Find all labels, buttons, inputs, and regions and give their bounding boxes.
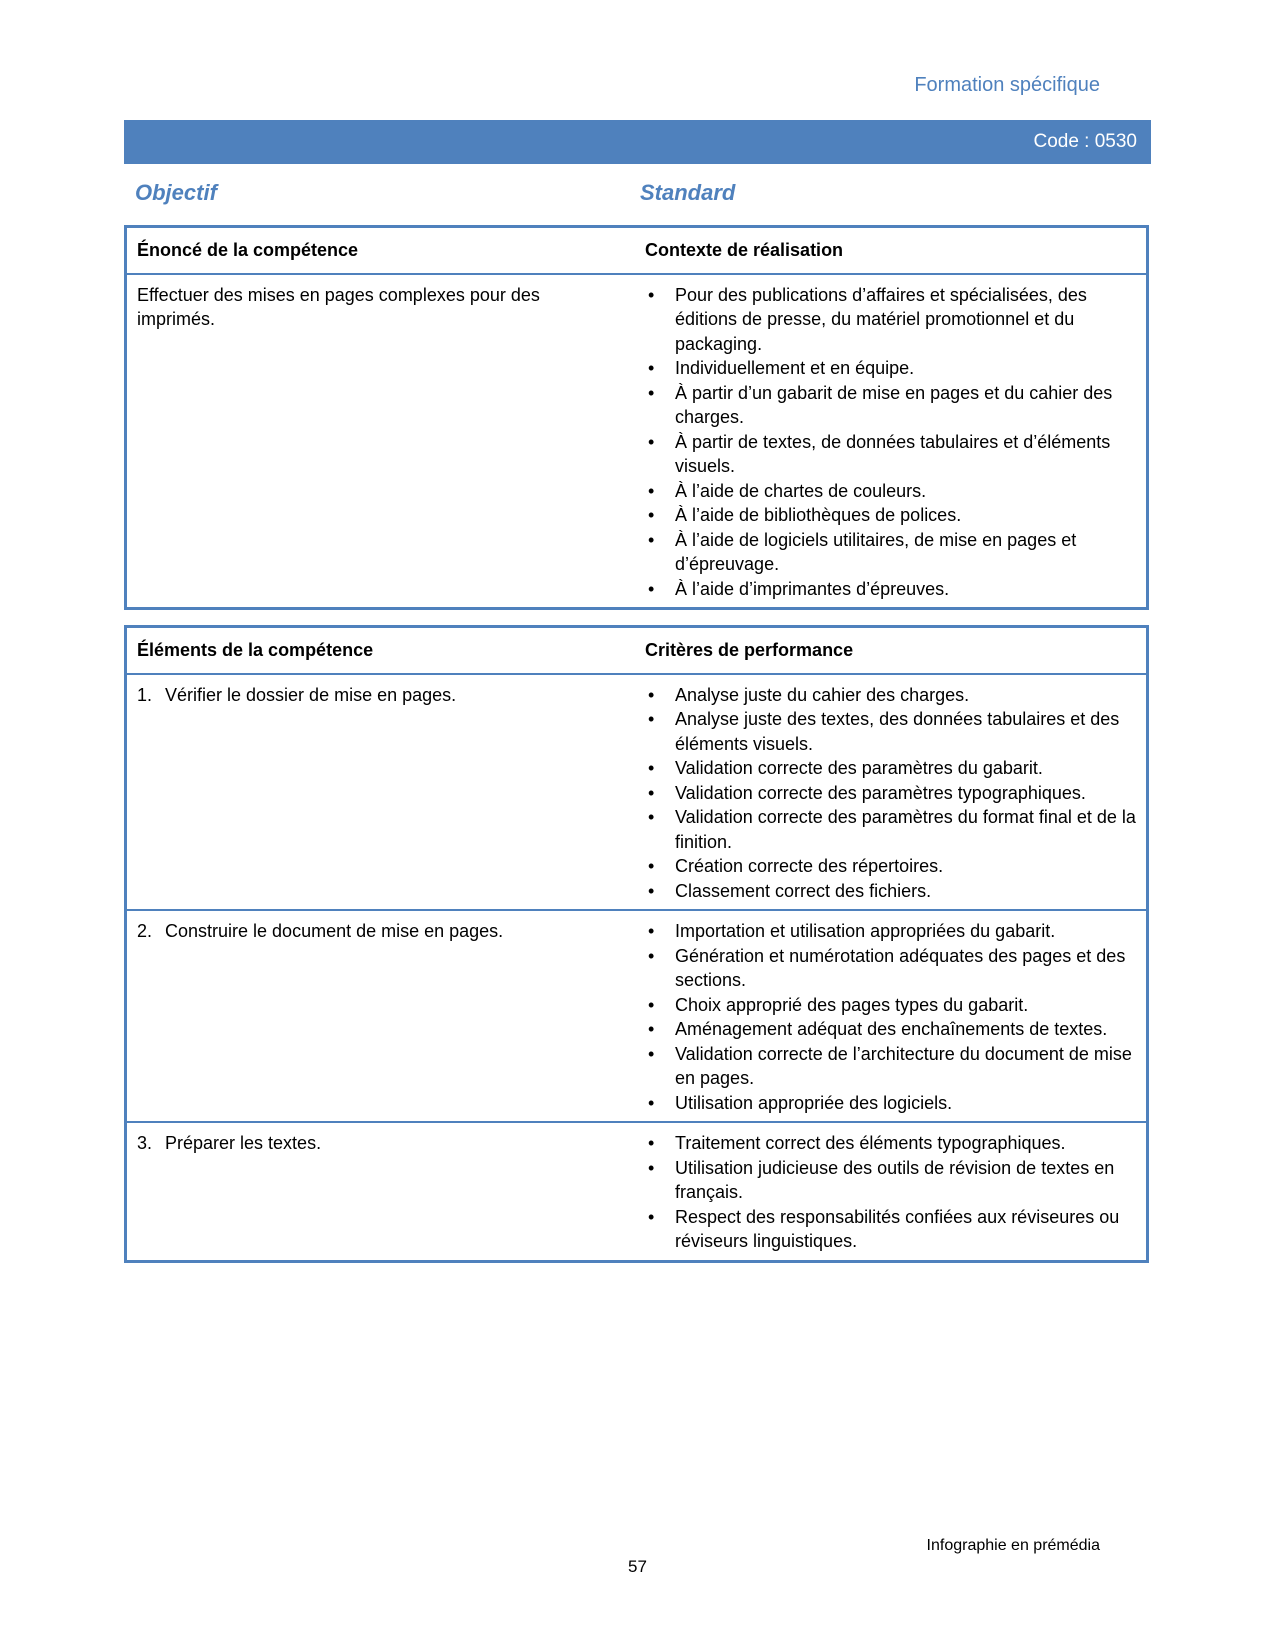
element-row: [126, 1122, 1148, 1261]
code-bar: [124, 120, 1151, 164]
element-number: 1.: [137, 684, 153, 705]
criterion-item: • Respect des responsabilités confiées aux réviseures ou réviseurs linguistiques.: [645, 1205, 1138, 1254]
element-label: Préparer les textes.: [165, 1133, 322, 1153]
criterion-item: • Création correcte des répertoires.: [645, 854, 1138, 879]
context-item: • À l’aide de bibliothèques de polices.: [645, 503, 1138, 528]
objective-heading: Objectif: [135, 180, 217, 205]
competency-statement: Effectuer des mises en pages complexes pour des imprimés.: [137, 284, 540, 329]
section-heads: [135, 180, 1150, 210]
context-item: • À l’aide de chartes de couleurs.: [645, 479, 1138, 504]
element-label: Construire le document de mise en pages.: [165, 921, 504, 941]
criterion-item: • Choix approprié des pages types du gabarit.: [645, 993, 1138, 1018]
criteria-list: [645, 1131, 1138, 1254]
criterion-item: • Utilisation judicieuse des outils de révision de textes en français.: [645, 1156, 1138, 1205]
performance-rows: [126, 674, 1148, 1262]
element-item: [137, 683, 627, 708]
criterion-item: • Importation et utilisation appropriées du gabarit.: [645, 919, 1138, 944]
running-header-title: Formation spécifique: [914, 74, 1100, 96]
criterion-item: • Analyse juste des textes, des données tabulaires et des éléments visuels.: [645, 707, 1138, 756]
context-item: • À l’aide de logiciels utilitaires, de mise en pages et d’épreuvage.: [645, 528, 1138, 577]
context-item: • À l’aide d’imprimantes d’épreuves.: [645, 577, 1138, 602]
criterion-item: • Classement correct des fichiers.: [645, 879, 1138, 904]
element-cell: [126, 1122, 636, 1261]
element-row: [126, 674, 1148, 911]
context-column-header: Contexte de réalisation: [635, 227, 1148, 274]
criterion-item: • Validation correcte des paramètres du gabarit.: [645, 756, 1138, 781]
competency-code: Code : 0530: [1033, 131, 1137, 152]
criteria-list: [645, 683, 1138, 904]
element-item: [137, 1131, 627, 1156]
element-row: [126, 910, 1148, 1122]
criteria-column-header: Critères de performance: [635, 627, 1148, 674]
context-list: [645, 283, 1138, 602]
criterion-item: • Validation correcte des paramètres typographiques.: [645, 781, 1138, 806]
context-table: [124, 225, 1149, 610]
context-table-header: [126, 227, 1148, 274]
page-number: 57: [628, 1557, 647, 1576]
context-table-row: [126, 274, 1148, 609]
statement-column-header: Énoncé de la compétence: [126, 227, 636, 274]
performance-table: [124, 625, 1149, 1263]
standard-heading: Standard: [640, 180, 736, 205]
element-cell: [126, 910, 636, 1122]
elements-column-header: Éléments de la compétence: [126, 627, 636, 674]
criterion-item: • Traitement correct des éléments typographiques.: [645, 1131, 1138, 1156]
context-item: • À partir d’un gabarit de mise en pages et du cahier des charges.: [645, 381, 1138, 430]
criteria-cell: [635, 910, 1148, 1122]
context-item: • À partir de textes, de données tabulaires et d’éléments visuels.: [645, 430, 1138, 479]
performance-table-header: [126, 627, 1148, 674]
footer-program-name: Infographie en prémédia: [926, 1537, 1100, 1554]
criterion-item: • Génération et numérotation adéquates des pages et des sections.: [645, 944, 1138, 993]
criterion-item: • Utilisation appropriée des logiciels.: [645, 1091, 1138, 1116]
element-item: [137, 919, 627, 944]
criteria-cell: [635, 1122, 1148, 1261]
context-item: • Individuellement et en équipe.: [645, 356, 1138, 381]
element-number: 3.: [137, 1133, 153, 1153]
criteria-cell: [635, 674, 1148, 911]
criteria-list: [645, 919, 1138, 1115]
context-item: • Pour des publications d’affaires et spécialisées, des éditions de presse, du matériel promotionnel et du packaging.: [645, 283, 1138, 357]
criterion-item: • Validation correcte des paramètres du format final et de la finition.: [645, 805, 1138, 854]
criterion-item: • Aménagement adéquat des enchaînements de textes.: [645, 1017, 1138, 1042]
element-label: Vérifier le dossier de mise en pages.: [165, 684, 457, 705]
criterion-item: • Validation correcte de l’architecture du document de mise en pages.: [645, 1042, 1138, 1091]
element-number: 2.: [137, 921, 153, 941]
context-cell: [635, 274, 1148, 609]
criterion-item: • Analyse juste du cahier des charges.: [645, 683, 1138, 708]
element-cell: [126, 674, 636, 911]
